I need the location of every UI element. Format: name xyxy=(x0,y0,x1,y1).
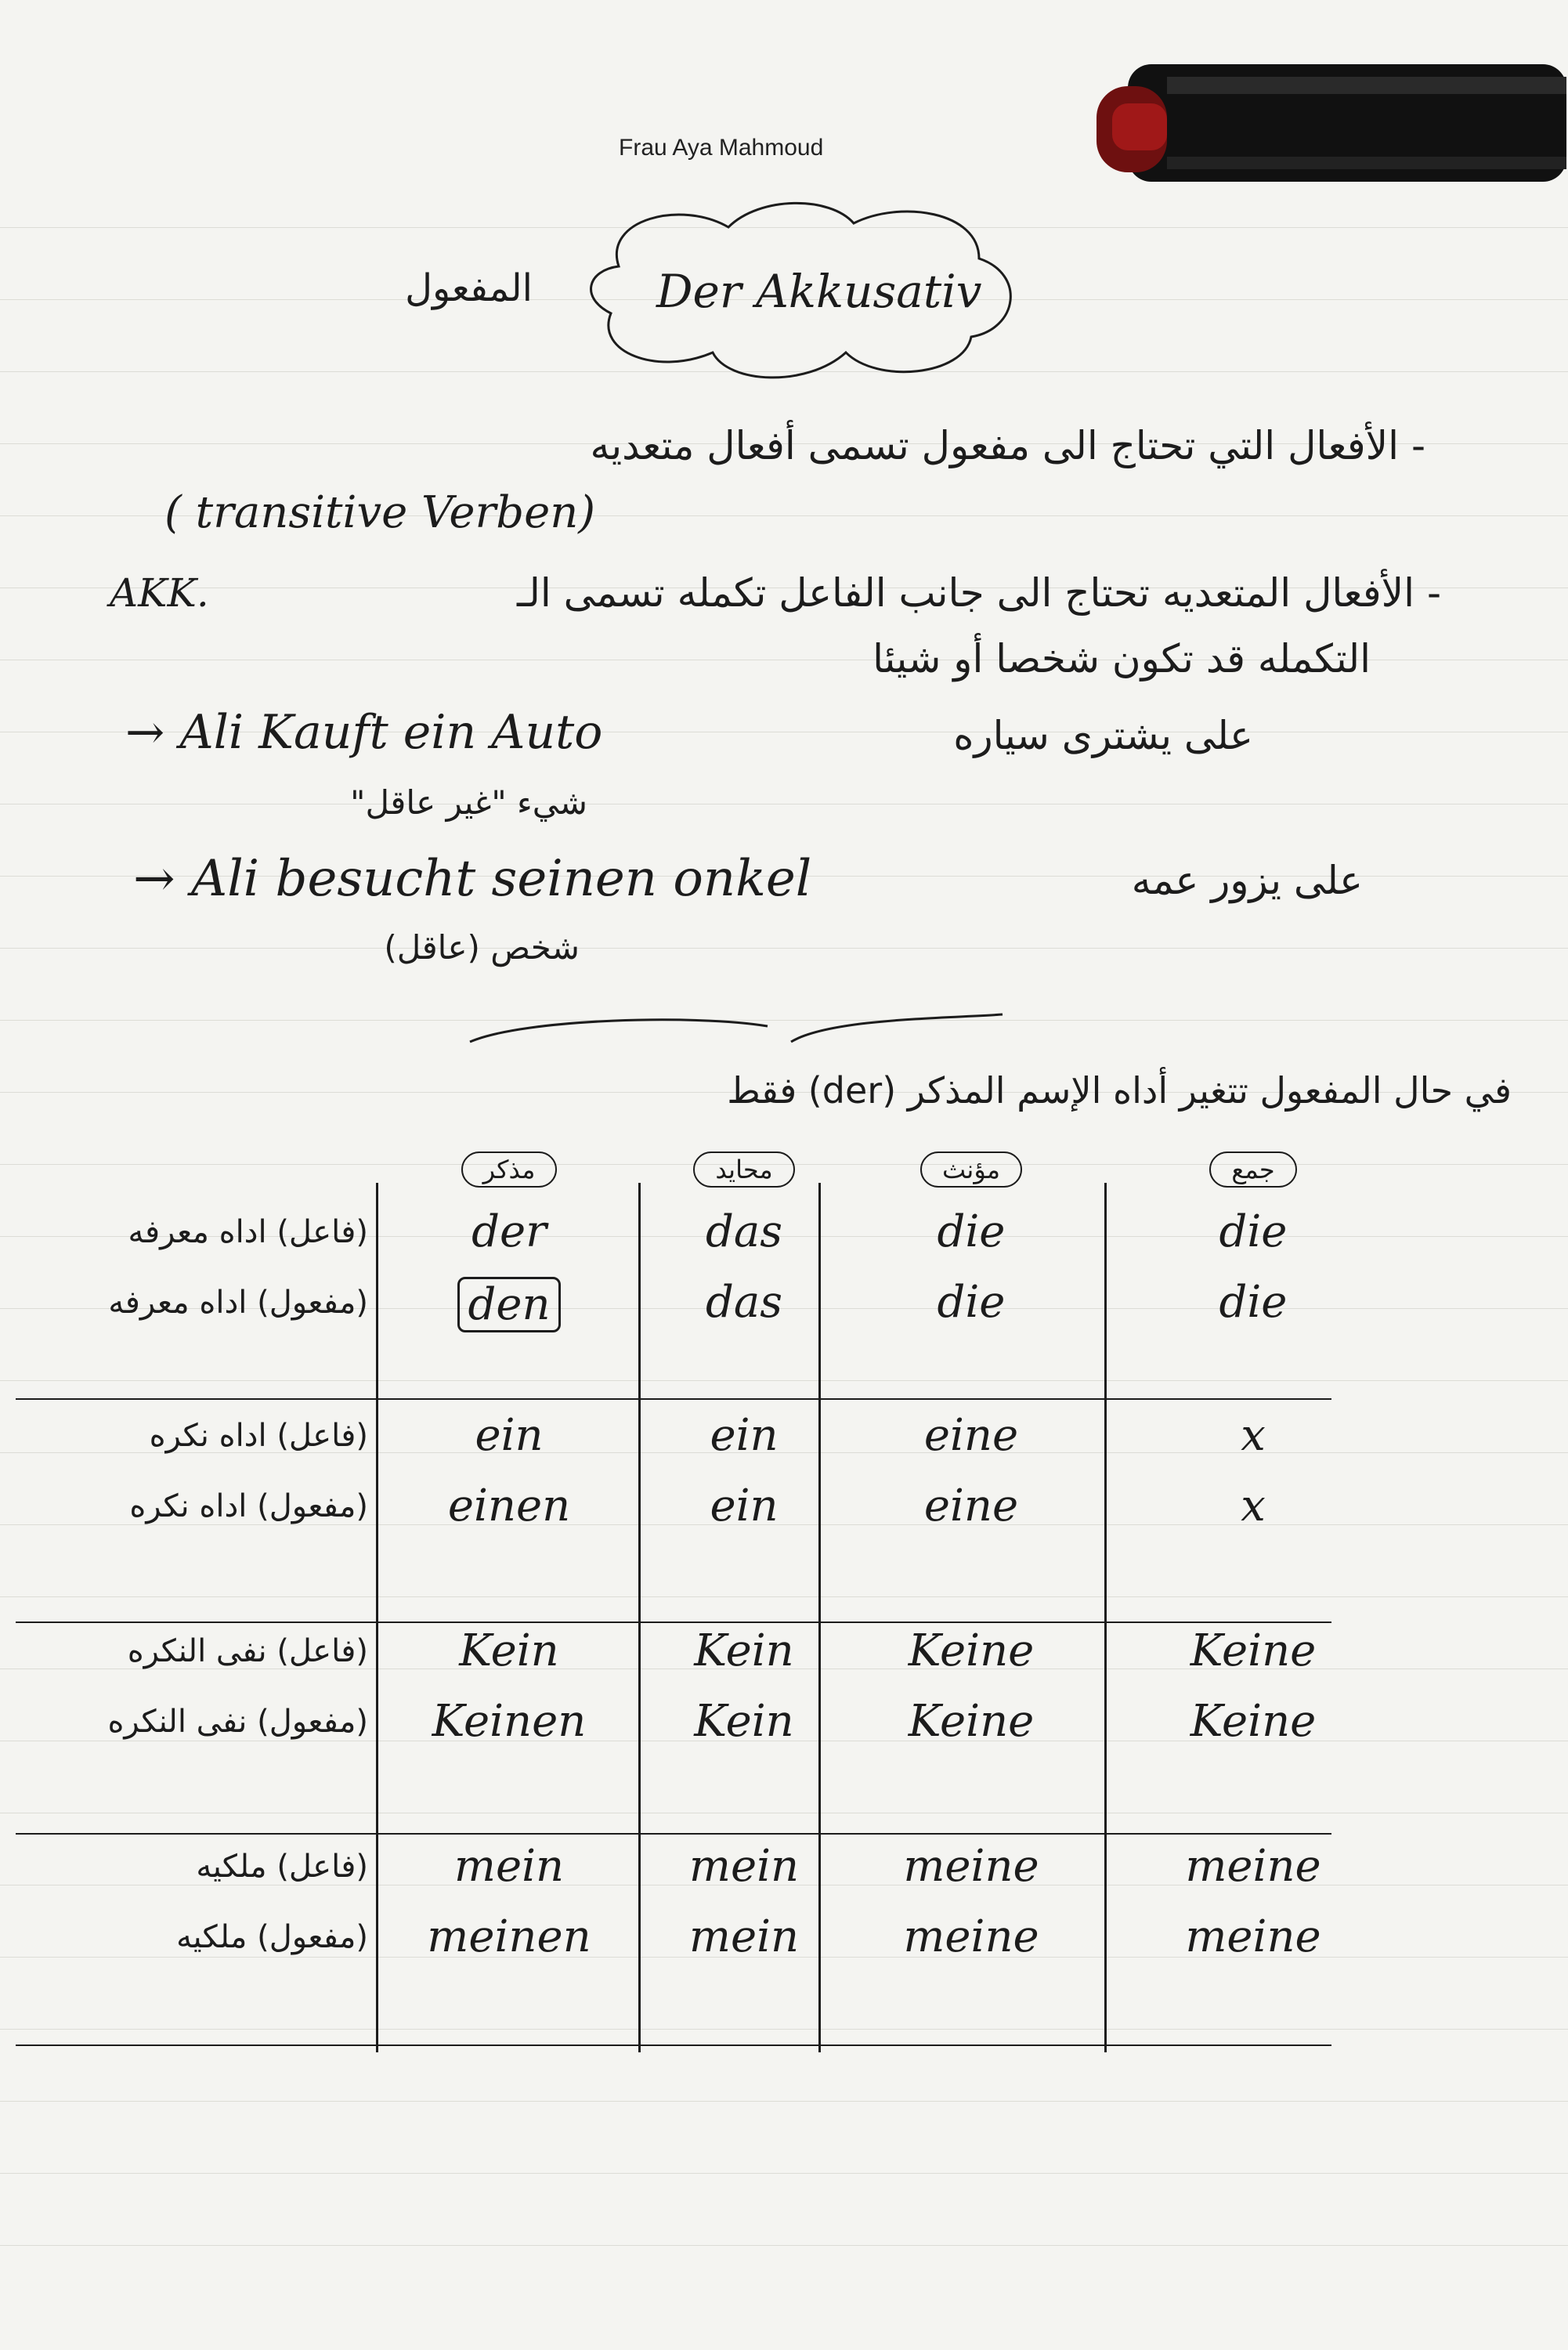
table-cell: mein xyxy=(688,1911,800,1962)
example-1-arabic: على يشترى سياره xyxy=(953,713,1253,758)
table-cell: der xyxy=(471,1206,547,1257)
table-cell: meine xyxy=(1185,1841,1321,1892)
table-cell: ein xyxy=(710,1410,779,1461)
note-line-2: - الأفعال المتعديه تحتاج الى جانب الفاعل تكمله تسمى الـ xyxy=(516,570,1441,616)
table-cell: Keine xyxy=(1190,1625,1317,1676)
note-line-1-german: ( transitive Verben) xyxy=(164,487,596,538)
table-cell: die xyxy=(1219,1277,1288,1328)
example-2-german: → Ali besucht seinen onkel xyxy=(133,850,812,908)
table-cell: meinen xyxy=(427,1911,591,1962)
table-cell: Keinen xyxy=(432,1696,587,1747)
table-cell: Keine xyxy=(908,1625,1035,1676)
table-hline xyxy=(16,1398,1331,1400)
row-label: (فاعل) نفى النكره xyxy=(127,1633,368,1669)
column-header xyxy=(830,1152,1112,1188)
row-label: (فاعل) ملكيه xyxy=(196,1849,368,1885)
table-cell: Kein xyxy=(694,1625,794,1676)
column-header-label: جمع xyxy=(1209,1152,1296,1188)
table-cell: Kein xyxy=(694,1696,794,1747)
table-cell: einen xyxy=(447,1480,571,1531)
table-cell: meine xyxy=(903,1841,1039,1892)
table-cell: meine xyxy=(903,1911,1039,1962)
table-cell: Keine xyxy=(908,1696,1035,1747)
table-cell: die xyxy=(937,1206,1006,1257)
table-cell: Kein xyxy=(459,1625,559,1676)
title-arabic: المفعول xyxy=(405,266,533,310)
row-label: (فاعل) اداه نكره xyxy=(149,1418,368,1454)
rule-text: في حال المفعول تتغير أداه الإسم المذكر (der) فقط xyxy=(727,1069,1512,1112)
table-cell: die xyxy=(937,1277,1006,1328)
table-cell: x xyxy=(1241,1410,1266,1461)
note-line-2-prefix: AKK. xyxy=(110,570,209,616)
column-header-label: محايد xyxy=(693,1152,794,1188)
column-header-label: مذكر xyxy=(461,1152,558,1188)
ruled-line xyxy=(0,1596,1568,1597)
table-cell: meine xyxy=(1185,1911,1321,1962)
brace-decoration xyxy=(462,1010,1010,1058)
ruled-line xyxy=(0,1380,1568,1381)
row-label: (مفعول) نفى النكره xyxy=(107,1704,368,1740)
ruled-line xyxy=(0,2173,1568,2174)
example-1-german: → Ali Kauft ein Auto xyxy=(125,705,603,760)
example-2-note: شخص (عاقل) xyxy=(384,928,580,967)
column-header xyxy=(658,1152,830,1188)
table-cell: ein xyxy=(710,1480,779,1531)
table-cell: das xyxy=(706,1206,782,1257)
example-1-german-text: Ali Kauft ein Auto xyxy=(179,705,603,760)
title-german: Der Akkusativ xyxy=(656,265,982,318)
teacher-name: Frau Aya Mahmoud xyxy=(619,135,824,161)
table-cell: die xyxy=(1219,1206,1288,1257)
table-hline xyxy=(16,2044,1331,2046)
table-hline xyxy=(16,1622,1331,1623)
table-cell: das xyxy=(706,1277,782,1328)
table-cell: Keine xyxy=(1190,1696,1317,1747)
example-2-german-text: Ali besucht seinen onkel xyxy=(190,850,812,908)
table-vline xyxy=(376,1183,378,2052)
column-header xyxy=(1112,1152,1394,1188)
table-cell: mein xyxy=(688,1841,800,1892)
note-line-3: التكمله قد تكون شخصا أو شيئا xyxy=(873,636,1371,682)
table-cell xyxy=(392,1277,627,1332)
row-label: (مفعول) ملكيه xyxy=(176,1919,368,1955)
table-vline xyxy=(638,1183,641,2052)
ruled-line xyxy=(0,948,1568,949)
pen-cap-image xyxy=(1097,49,1568,197)
table-cell: ein xyxy=(475,1410,544,1461)
table-cell: eine xyxy=(923,1410,1019,1461)
row-label: (فاعل) اداه معرفه xyxy=(128,1214,368,1250)
note-line-1: - الأفعال التي تحتاج الى مفعول تسمى أفعال متعديه xyxy=(590,423,1425,468)
table-cell: mein xyxy=(453,1841,565,1892)
table-cell: x xyxy=(1241,1480,1266,1531)
ruled-line xyxy=(0,2029,1568,2030)
column-header-label: مؤنث xyxy=(920,1152,1022,1188)
example-1-note: شيء "غير عاقل" xyxy=(350,783,587,822)
table-hline xyxy=(16,1833,1331,1835)
column-header xyxy=(392,1152,627,1188)
ruled-line xyxy=(0,2245,1568,2246)
highlighted-den: den xyxy=(457,1277,560,1332)
ruled-line xyxy=(0,2101,1568,2102)
example-2-arabic: على يزور عمه xyxy=(1131,858,1363,903)
row-label: (مفعول) اداه معرفه xyxy=(108,1285,368,1321)
table-cell: eine xyxy=(923,1480,1019,1531)
row-label: (مفعول) اداه نكره xyxy=(129,1488,368,1524)
